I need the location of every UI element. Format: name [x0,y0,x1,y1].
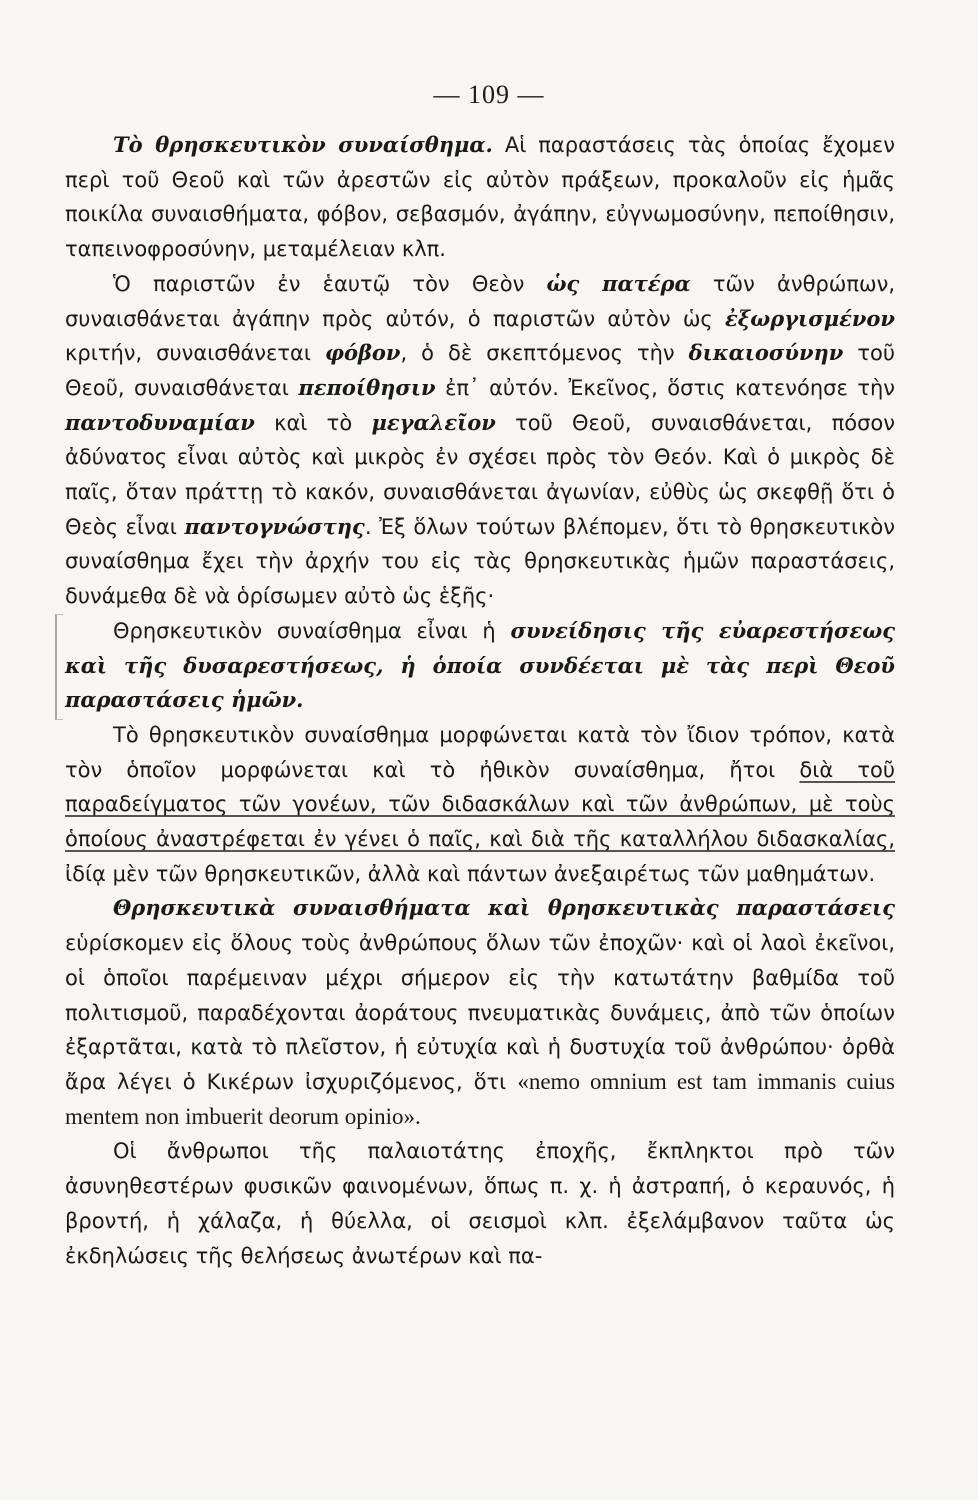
paragraph-5 [65,891,895,1134]
page-number: — 109 — [433,80,545,109]
text-run: ἐπ᾽ αὐτόν. Ἐκεῖνος, ὅστις κατενόησε τὴν [435,375,895,400]
text-run: κριτήν, συναισθάνεται [65,341,325,366]
text-run: εὑρίσκομεν εἰς ὅλους τοὺς ἀνθρώπους ὅλων τῶν ἐποχῶν· καὶ οἱ λαοὶ ἐκεῖνοι, οἱ ὁποῖοι παρέμειναν μέχρι σήμερον εἰς τὴν κατωτάτην βαθμίδα τοῦ πολιτισμοῦ, παραδέχονται ἀοράτους πνευματικὰς δυνάμεις, ἀπὸ τῶν ὁποίων ἐξαρτᾶται, κατὰ τὸ πλεῖστον, ἡ εὐτυχία καὶ ἡ δυστυχία τοῦ ἀνθρώπου· ὀρθὰ ἄρα λέγει ὁ Κικέρων ἰσχυριζόμενος, ὅτι [65,931,895,1094]
text-run: τοῦ Θεοῦ, συναισθάνεται, πόσον ἀδύνατος εἶναι αὐτὸς καὶ μικρὸς ἐν σχέσει πρὸς τὸν Θεόν. Καὶ ὁ μικρὸς δὲ παῖς, ὅταν πράττῃ τὸ κακόν, συναισθάνεται ἀγωνίαν, εὐθὺς ὡς σκεφθῇ ὅτι ὁ Θεὸς εἶναι [65,410,895,539]
section-heading: Τὸ θρησκευτικὸν συναίσθημα. [113,132,493,157]
emphasis: φόβον [324,340,401,366]
paragraph-1 [65,128,895,267]
paragraph-text: Οἱ ἄνθρωποι τῆς παλαιοτάτης ἐποχῆς, ἔκπληκτοι πρὸ τῶν ἀσυνηθεστέρων φυσικῶν φαινομένων, ὅπως π. χ. ἡ ἀστραπή, ὁ κεραυνός, ἡ βροντή, ἡ χάλαζα, ἡ θύελλα, οἱ σεισμοὶ κλπ. ἐξελάμβανον ταῦτα ὡς ἐκδηλώσεις τῆς θελήσεως ἀνωτέρων καὶ πα- [65,1139,895,1268]
emphasis: ἐξωργισμένον [725,305,895,331]
paragraph-2 [65,267,895,614]
text-run: , ὁ δὲ σκεπτόμενος τὴν [400,341,689,366]
emphasis: παντοδυναμίαν [65,409,255,435]
text-run: Ὁ παριστῶν ἐν ἑαυτῷ τὸν Θεὸν [113,271,547,296]
emphasis: μεγαλεῖον [371,409,496,435]
text-run: . Ἐξ ὅλων τούτων βλέπομεν, ὅτι τὸ θρησκευτικὸν συναίσθημα ἔχει τὴν ἀρχήν του εἰς τὰς θρησκευτικὰς ἡμῶν παραστάσεις, δυνάμεθα δὲ νὰ ὁρίσωμεν αὐτὸ ὡς ἑξῆς· [65,514,896,609]
text-run: τῶν ἀνθρώπων, συναισθάνεται ἀγάπην πρὸς αὐτόν, ὁ παριστῶν αὐτὸν ὡς [65,271,896,331]
body-text [65,128,895,1273]
text-run: καὶ τὸ [254,410,372,435]
emphasis: παντογνώστης [184,513,365,539]
text-run: ἰδίᾳ μὲν τῶν θρησκευτικῶν, ἀλλὰ καὶ πάντων ἀνεξαιρέτως τῶν μαθημάτων. [65,861,876,886]
text-run: Τὸ θρησκευτικὸν συναίσθημα μορφώνεται κατὰ τὸν ἴδιον τρόπον, κατὰ τὸν ὁποῖον μορφώνεται καὶ τὸ ἠθικὸν συναίσθημα, ἤτοι [65,722,895,782]
paragraph-6 [65,1134,895,1273]
definition-paragraph [65,614,895,718]
text-run: τοῦ Θεοῦ, συναισθάνεται [65,341,895,400]
latin-quote: «nemo omnium est tam immanis cuius mentem non imbuerit deorum opinio». [65,1068,896,1129]
definition-emphasis: συνείδησις τῆς εὐαρεστήσεως καὶ τῆς δυσαρεστήσεως, ἡ ὁποία συνδέεται μὲ τὰς περὶ Θεοῦ παραστάσεις ἡμῶν. [65,617,895,713]
emphasis: δικαιοσύνην [688,340,844,366]
paragraph-text: Αἱ παραστάσεις τὰς ὁποίας ἔχομεν περὶ τοῦ Θεοῦ καὶ τῶν ἀρεστῶν εἰς αὐτὸν πράξεων, προκαλοῦν εἰς ἡμᾶς ποικίλα συναισθήματα, φόβον, σεβασμόν, ἀγάπην, εὐγνωμοσύνην, πεποίθησιν, ταπεινοφροσύνην, μεταμέλειαν κλπ. [65,133,895,262]
emphasis: ὡς πατέρα [546,270,691,296]
section-heading: Θρησκευτικὰ συναισθήματα καὶ θρησκευτικὰς παραστάσεις [113,895,895,921]
emphasis: πεποίθησιν [298,374,436,400]
margin-bracket [55,614,63,720]
underlined-text: διὰ τοῦ παραδείγματος τῶν γονέων, τῶν διδασκάλων καὶ τῶν ἀνθρώπων, μὲ τοὺς ὁποίους ἀναστρέφεται ἐν γένει ὁ παῖς, καὶ διὰ τῆς καταλλήλου διδασκαλίας, [65,757,895,852]
paragraph-4 [65,718,895,892]
text-run: Θρησκευτικὸν συναίσθημα εἶναι ἡ [113,618,511,643]
